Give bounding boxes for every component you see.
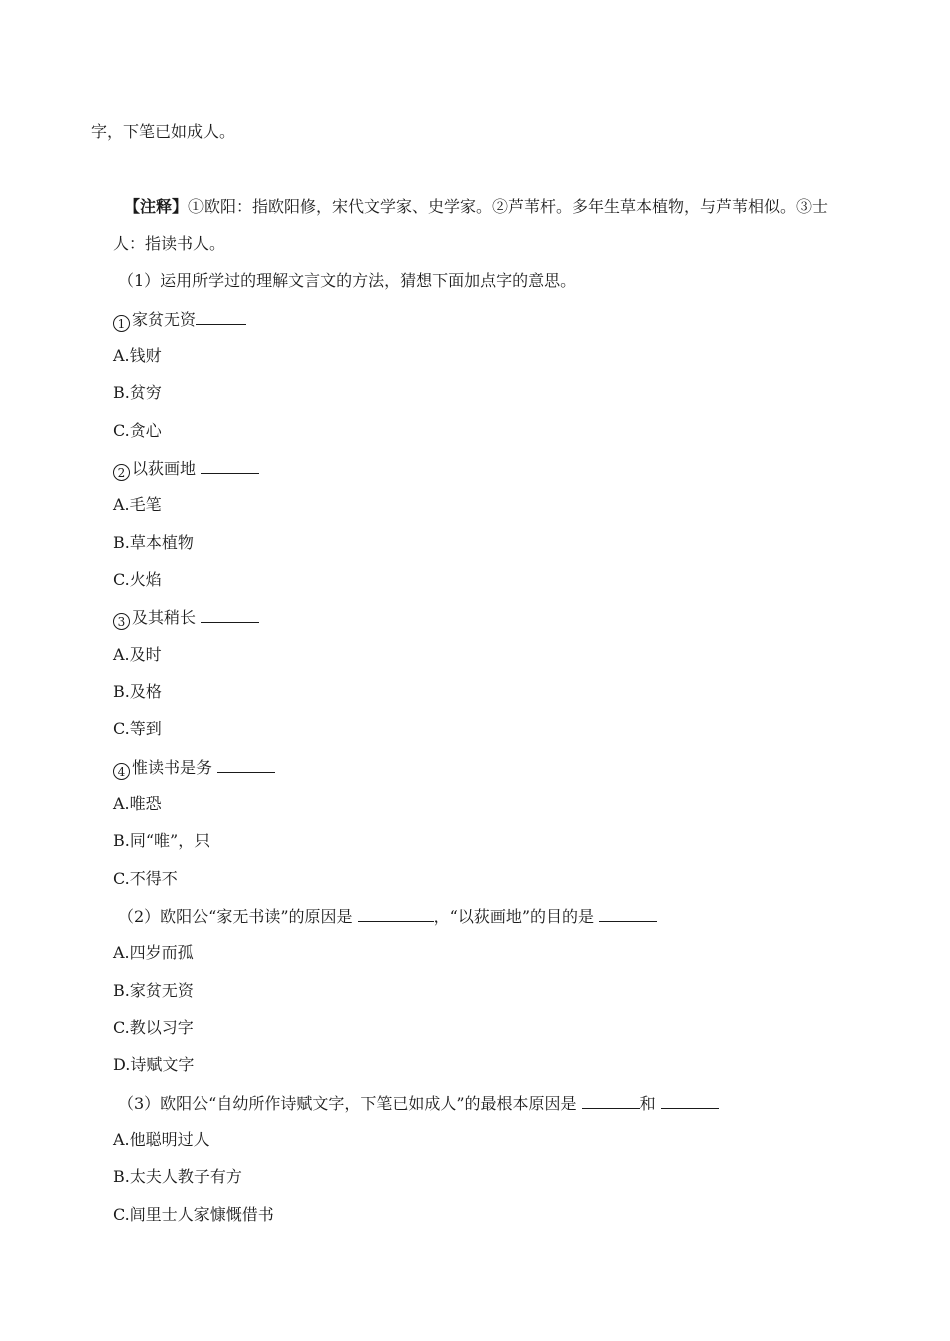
note-line-2: 人：指读书人。 [113, 234, 226, 253]
answer-blank[interactable] [358, 906, 434, 922]
circled-number: 3 [113, 613, 130, 630]
option: A.及时 [113, 645, 162, 664]
answer-blank[interactable] [217, 757, 275, 773]
option: A.钱财 [113, 346, 162, 365]
question-2-stem [118, 906, 657, 927]
note-line-1 [124, 197, 828, 217]
continuation-text: 字，下笔已如成人。 [91, 122, 236, 141]
question-1-stem: （1）运用所学过的理解文言文的方法，猜想下面加点字的意思。 [118, 271, 577, 290]
option: C.贪心 [113, 421, 162, 440]
answer-blank[interactable] [661, 1093, 719, 1109]
answer-blank[interactable] [582, 1093, 640, 1109]
note-text: ①欧阳：指欧阳修，宋代文学家、史学家。②芦苇杆。多年生草本植物，与芦苇相似。③士 [188, 197, 829, 216]
question-1-item-1 [113, 309, 246, 332]
item-text: 以荻画地 [132, 459, 202, 478]
option: C.不得不 [113, 869, 178, 888]
item-text: 及其稍长 [132, 608, 202, 627]
option: C.教以习字 [113, 1018, 194, 1037]
option: B.草本植物 [113, 533, 194, 552]
option: C.闾里士人家慷慨借书 [113, 1205, 274, 1224]
option: A.四岁而孤 [113, 943, 194, 962]
item-text: 家贫无资 [132, 310, 197, 329]
item-text: 惟读书是务 [132, 758, 218, 777]
question-2-text-part-2: ，“以荻画地”的目的是 [433, 907, 600, 926]
question-1-item-3 [113, 607, 259, 630]
option: B.贫穷 [113, 383, 162, 402]
question-2-text-part-1: （2）欧阳公“家无书读”的原因是 [118, 907, 358, 926]
option: B.及格 [113, 682, 162, 701]
answer-blank[interactable] [201, 458, 259, 474]
answer-blank[interactable] [599, 906, 657, 922]
option: A.唯恐 [113, 794, 162, 813]
circled-number: 2 [113, 464, 130, 481]
circled-number: 1 [113, 315, 130, 332]
question-3-text-part-2: 和 [639, 1094, 661, 1113]
option: B.家贫无资 [113, 981, 194, 1000]
option: A.毛笔 [113, 495, 162, 514]
option: D.诗赋文字 [113, 1055, 195, 1074]
option: B.太夫人教子有方 [113, 1167, 242, 1186]
answer-blank[interactable] [201, 607, 259, 623]
question-3-text-part-1: （3）欧阳公“自幼所作诗赋文字，下笔已如成人”的最根本原因是 [118, 1094, 582, 1113]
circled-number: 4 [113, 763, 130, 780]
answer-blank[interactable] [196, 309, 246, 325]
question-1-item-2 [113, 458, 259, 481]
question-3-stem [118, 1093, 719, 1114]
note-label: 【注释】 [124, 197, 189, 216]
option: C.等到 [113, 719, 162, 738]
question-1-item-4 [113, 757, 275, 780]
option: C.火焰 [113, 570, 162, 589]
option: A.他聪明过人 [113, 1130, 210, 1149]
option: B.同“唯”，只 [113, 831, 211, 850]
